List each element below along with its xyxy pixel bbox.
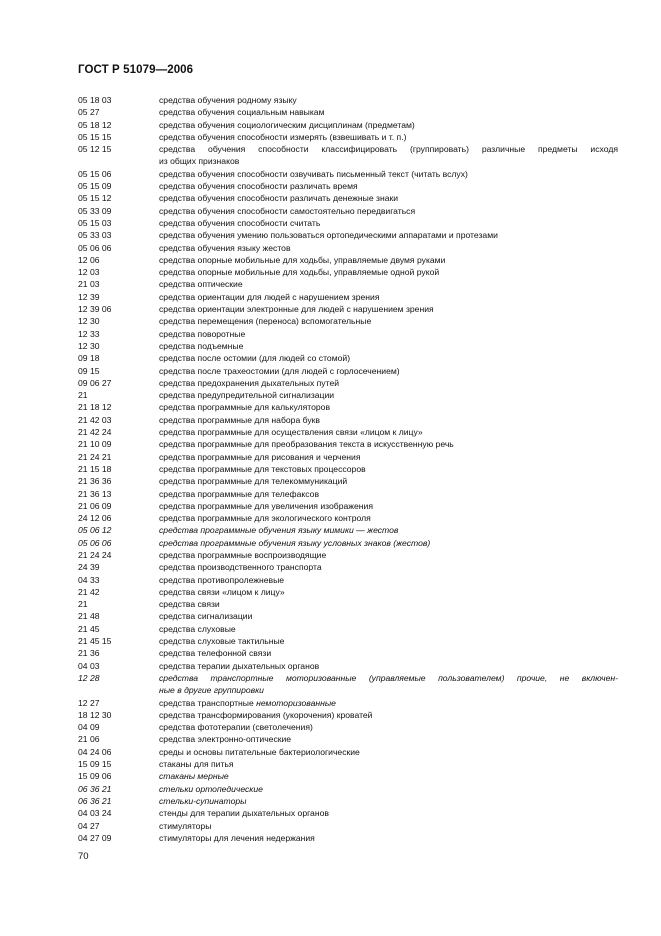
page-number: 70 [78, 851, 89, 862]
index-entry [78, 303, 618, 315]
index-entry [78, 721, 618, 733]
entry-term: стельки-супинаторы [159, 795, 247, 806]
entry-term: средства опорные мобильные для ходьбы, управляемые двумя руками [159, 254, 446, 265]
index-entry [78, 610, 618, 622]
entry-term: средства обучения способности озвучивать письменный текст (читать вслух) [159, 168, 468, 179]
index-entry [78, 733, 618, 745]
index-entry [78, 463, 618, 475]
entry-term: средства обучения языку жестов [159, 242, 291, 253]
index-entry [78, 820, 618, 832]
index-entry [78, 377, 618, 389]
index-entry [78, 119, 618, 131]
index-entry [78, 574, 618, 586]
entry-term: стимуляторы [159, 820, 212, 831]
entry-term: средства программные воспроизводящие [159, 549, 327, 560]
entry-term-italic-part: немоторизованные [256, 697, 336, 708]
index-entry [78, 537, 618, 549]
entry-term: средства обучения социологическим дисциплинам (предметам) [159, 119, 415, 130]
entry-term: средства терапии дыхательных органов [159, 660, 320, 671]
entry-code: 21 06 [78, 734, 100, 745]
entry-code: 21 15 18 [78, 463, 112, 474]
entry-term: средства обучения способности различать время [159, 181, 358, 192]
entry-term: средства программные для преобразования текста в искусственную речь [159, 439, 454, 450]
entry-code: 21 36 36 [78, 476, 112, 487]
entry-term: среды и основы питательные бактериологические [159, 746, 360, 757]
entry-code: 12 06 [78, 254, 100, 265]
index-entry [78, 365, 618, 377]
entry-code: 12 39 06 [78, 304, 112, 315]
entry-term: стаканы мерные [159, 771, 229, 782]
entry-code: 05 15 12 [78, 193, 112, 204]
entry-code: 21 06 09 [78, 500, 112, 511]
index-entry [78, 352, 618, 364]
entry-term: средства программные для набора букв [159, 414, 320, 425]
entry-term: средства обучения родному языку [159, 95, 297, 105]
entry-code: 12 39 [78, 291, 100, 302]
index-entry [78, 832, 618, 844]
entry-code: 21 24 21 [78, 451, 112, 462]
index-entry [78, 389, 618, 401]
entry-term: средства обучения способности самостоятельно передвигаться [159, 205, 416, 216]
index-entry [78, 770, 618, 782]
entry-code: 21 48 [78, 611, 100, 622]
entry-code: 05 15 06 [78, 168, 112, 179]
index-entry [78, 401, 618, 413]
index-entry [78, 242, 618, 254]
entry-code: 15 09 06 [78, 771, 112, 782]
entry-term: средства транспортные моторизованные (управляемые пользователем) прочие, не включен- [159, 672, 618, 683]
index-entry [78, 414, 618, 426]
entry-code: 24 12 06 [78, 513, 112, 524]
entry-code: 06 36 21 [78, 783, 112, 794]
entry-term: средства программные для телефаксов [159, 488, 320, 499]
entry-code: 21 36 13 [78, 488, 112, 499]
entry-code: 21 45 [78, 623, 100, 634]
entry-term: средства телефонной связи [159, 648, 272, 659]
entry-code: 12 27 [78, 697, 100, 708]
index-entry [78, 217, 618, 229]
entry-code: 21 45 15 [78, 636, 112, 647]
index-list [78, 94, 618, 844]
entry-term: средства программные для текстовых процессоров [159, 463, 366, 474]
entry-code: 05 33 03 [78, 230, 112, 241]
index-entry [78, 94, 618, 106]
entry-code: 24 39 [78, 562, 100, 573]
entry-term: средства обучения способности классифицировать (группировать) различные предметы исходя [159, 144, 618, 155]
entry-term: средства поворотные [159, 328, 246, 339]
entry-code: 21 42 03 [78, 414, 112, 425]
index-entry [78, 131, 618, 143]
index-entry [78, 106, 618, 118]
index-entry [78, 623, 618, 635]
entry-term: средства трансформирования (укорочения) кроватей [159, 709, 373, 720]
entry-term: средства после остомии (для людей со стомой) [159, 353, 351, 364]
index-entry [78, 266, 618, 278]
index-entry [78, 697, 618, 709]
entry-term: средства связи [159, 599, 220, 610]
index-entry [78, 635, 618, 647]
entry-code: 21 42 [78, 586, 100, 597]
index-entry [78, 660, 618, 672]
entry-term: средства электронно-оптические [159, 734, 292, 745]
entry-term: средства производственного транспорта [159, 562, 322, 573]
entry-code: 04 24 06 [78, 746, 112, 757]
entry-code: 09 18 [78, 353, 100, 364]
entry-code: 04 03 [78, 660, 100, 671]
entry-term: средства слуховые тактильные [159, 636, 285, 647]
entry-code: 04 33 [78, 574, 100, 585]
entry-code: 21 42 24 [78, 427, 112, 438]
entry-code: 09 15 [78, 365, 100, 376]
entry-code: 05 15 15 [78, 131, 112, 142]
entry-code: 05 06 06 [78, 537, 112, 548]
index-entry [78, 328, 618, 340]
entry-code: 04 03 24 [78, 808, 112, 819]
index-entry [78, 549, 618, 561]
index-entry [78, 795, 618, 807]
index-entry [78, 561, 618, 573]
index-entry [78, 205, 618, 217]
index-entry [78, 143, 618, 155]
index-entry [78, 291, 618, 303]
entry-term: средства предохранения дыхательных путей [159, 377, 340, 388]
entry-term: средства противопролежневые [159, 574, 285, 585]
entry-term: средства обучения способности различать денежные знаки [159, 193, 399, 204]
index-entry [78, 807, 618, 819]
entry-code: 09 06 27 [78, 377, 112, 388]
entry-term: стаканы для питья [159, 759, 234, 770]
index-entry [78, 192, 618, 204]
entry-term: средства программные для увеличения изображения [159, 500, 373, 511]
entry-term-continuation: ные в другие группировки [159, 685, 264, 696]
entry-code: 05 06 12 [78, 525, 112, 536]
entry-code: 04 09 [78, 722, 100, 733]
entry-code: 05 15 09 [78, 181, 112, 192]
entry-term: средства перемещения (переноса) вспомогательные [159, 316, 372, 327]
entry-code-blank [78, 684, 159, 696]
index-entry [78, 512, 618, 524]
entry-term: средства после трахеостомии (для людей с горлосечением) [159, 365, 400, 376]
entry-term: средства программные для экологического контроля [159, 513, 371, 524]
entry-code: 21 36 [78, 648, 100, 659]
entry-term: стимуляторы для лечения недержания [159, 832, 315, 843]
index-entry [78, 746, 618, 758]
entry-term: средства программные обучения языку мимики — жестов [159, 525, 399, 536]
entry-term: средства программные обучения языку условных знаков (жестов) [159, 537, 431, 548]
entry-term: средства подъемные [159, 340, 244, 351]
entry-term: стенды для терапии дыхательных органов [159, 808, 329, 819]
entry-code: 12 30 [78, 316, 100, 327]
entry-term: средства ориентации электронные для людей с нарушением зрения [159, 304, 434, 315]
entry-term: средства программные для рисования и черчения [159, 451, 361, 462]
entry-code: 15 09 15 [78, 759, 112, 770]
entry-term: средства оптические [159, 279, 243, 290]
index-entry [78, 340, 618, 352]
entry-code: 05 33 09 [78, 205, 112, 216]
index-entry [78, 168, 618, 180]
index-entry-continuation [78, 155, 618, 167]
index-entry [78, 783, 618, 795]
index-entry [78, 180, 618, 192]
entry-code: 05 18 03 [78, 95, 112, 105]
entry-term: средства связи «лицом к лицу» [159, 586, 285, 597]
index-entry [78, 426, 618, 438]
entry-code: 04 27 [78, 820, 100, 831]
entry-term: средства слуховые [159, 623, 236, 634]
index-entry [78, 438, 618, 450]
entry-term: средства обучения умению пользоваться ортопедическими аппаратами и протезами [159, 230, 498, 241]
entry-code: 05 15 03 [78, 217, 112, 228]
entry-code: 12 28 [78, 672, 100, 683]
index-entry [78, 758, 618, 770]
entry-code: 05 06 06 [78, 242, 112, 253]
index-entry [78, 709, 618, 721]
entry-term: средства фототерапии (светолечения) [159, 722, 313, 733]
index-entry [78, 451, 618, 463]
entry-term: средства программные для калькуляторов [159, 402, 331, 413]
index-entry-continuation [78, 684, 618, 696]
index-entry [78, 524, 618, 536]
entry-code: 04 27 09 [78, 832, 112, 843]
entry-term: средства сигнализации [159, 611, 253, 622]
entry-term: средства обучения социальным навыкам [159, 107, 325, 118]
entry-code: 18 12 30 [78, 709, 112, 720]
entry-term: средства программные для телекоммуникаций [159, 476, 348, 487]
entry-code: 05 12 15 [78, 144, 112, 155]
entry-code: 21 03 [78, 279, 100, 290]
entry-code: 05 18 12 [78, 119, 112, 130]
entry-code-blank [78, 155, 159, 167]
entry-code: 21 [78, 599, 88, 610]
entry-term: стельки ортопедические [159, 783, 263, 794]
index-entry [78, 672, 618, 684]
index-entry [78, 254, 618, 266]
index-entry [78, 315, 618, 327]
entry-term: средства предупредительной сигнализации [159, 390, 335, 401]
entry-code: 21 10 09 [78, 439, 112, 450]
entry-term-continuation: из общих признаков [159, 156, 240, 167]
index-entry [78, 229, 618, 241]
entry-code: 21 [78, 390, 88, 401]
entry-code: 21 24 24 [78, 549, 112, 560]
entry-term: средства обучения способности измерять (взвешивать и т. п.) [159, 131, 407, 142]
entry-term: средства опорные мобильные для ходьбы, управляемые одной рукой [159, 267, 440, 278]
entry-code: 05 27 [78, 107, 100, 118]
entry-term: средства обучения способности считать [159, 217, 321, 228]
entry-term: средства ориентации для людей с нарушением зрения [159, 291, 380, 302]
index-entry [78, 586, 618, 598]
entry-term: средства программные для осуществления связи «лицом к лицу» [159, 427, 423, 438]
document-header: ГОСТ Р 51079—2006 [78, 64, 194, 76]
index-entry [78, 278, 618, 290]
index-entry [78, 500, 618, 512]
entry-term: средства транспортные немоторизованные [159, 697, 336, 708]
entry-code: 12 33 [78, 328, 100, 339]
index-entry [78, 488, 618, 500]
entry-code: 12 30 [78, 340, 100, 351]
index-entry [78, 598, 618, 610]
entry-code: 06 36 21 [78, 795, 112, 806]
entry-code: 12 03 [78, 267, 100, 278]
entry-code: 21 18 12 [78, 402, 112, 413]
index-entry [78, 475, 618, 487]
index-entry [78, 647, 618, 659]
